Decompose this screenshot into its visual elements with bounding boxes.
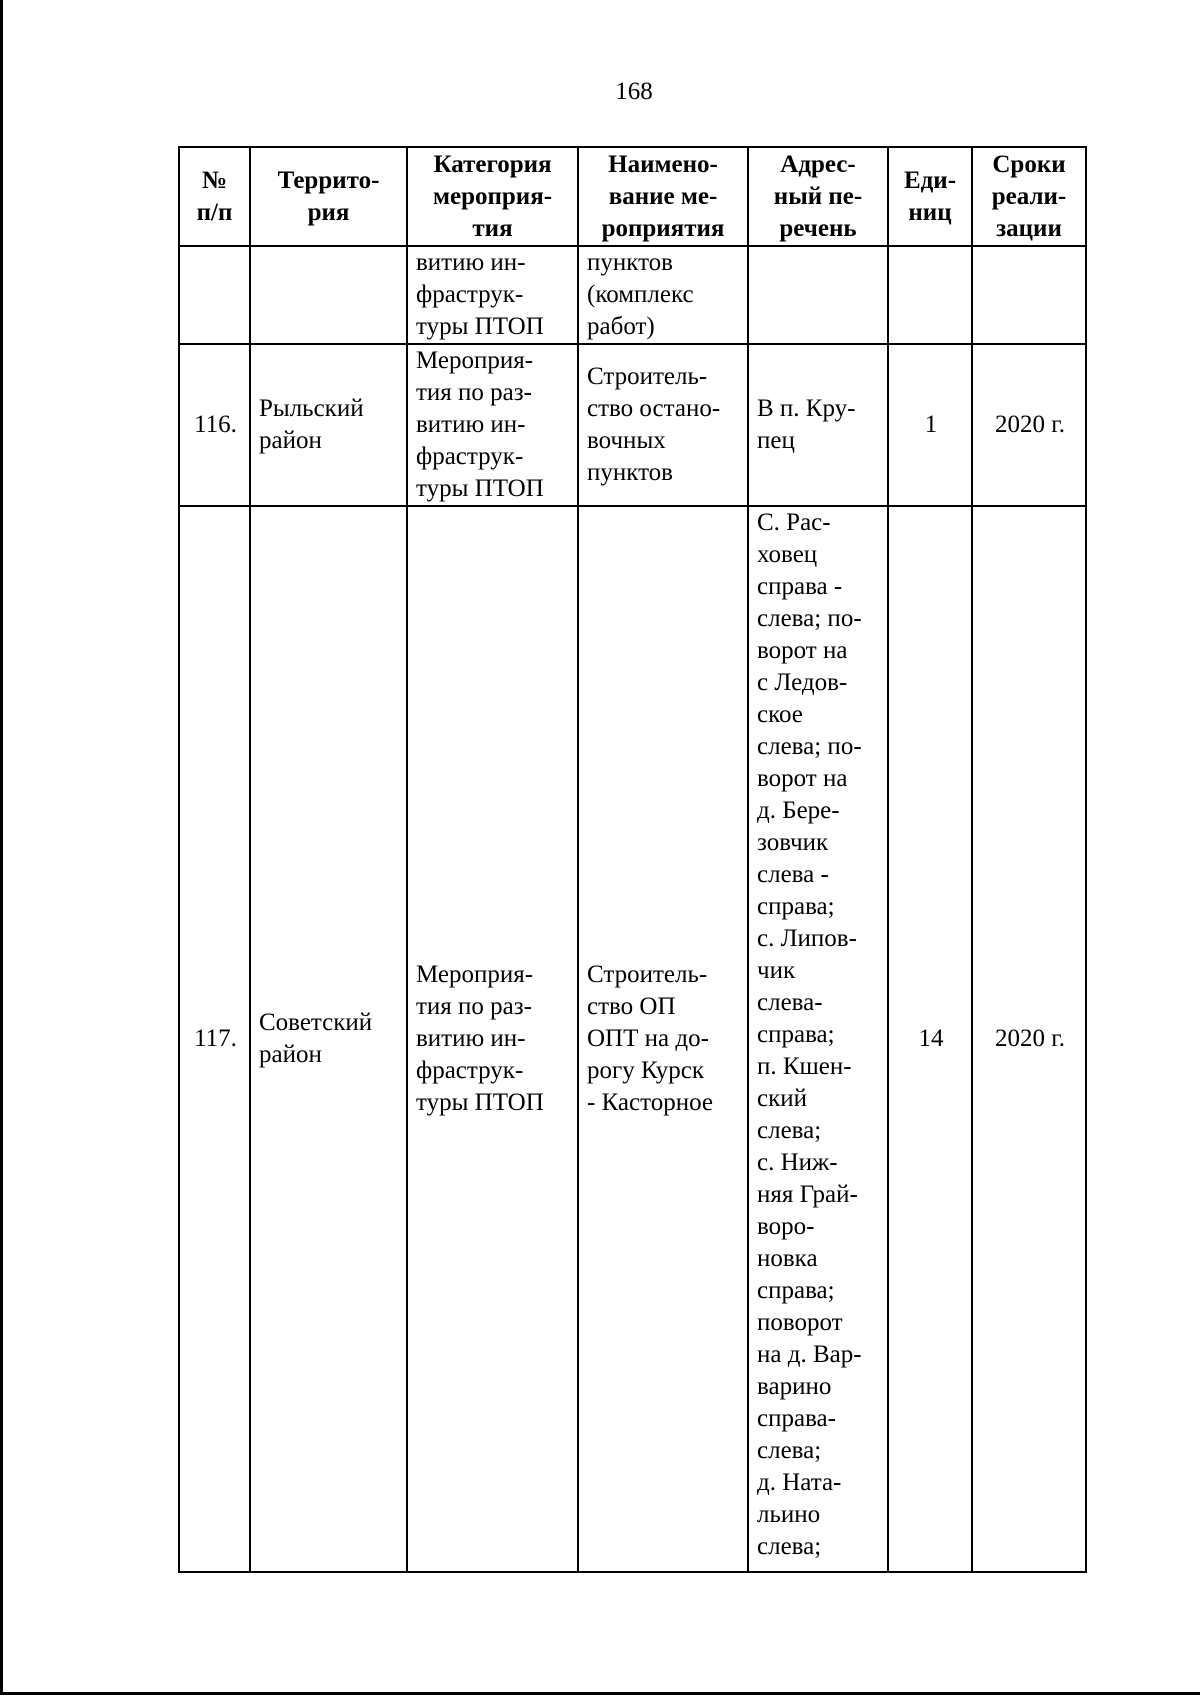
header-address: Адрес- ный пе- речень [748,147,888,246]
cell-name: Строитель- ство остано- вочных пунктов [578,344,748,506]
scan-edge-left [0,0,3,1695]
cell-number: 117. [179,506,250,1572]
cell-territory: Рыльский район [250,344,407,506]
cell-number: 116. [179,344,250,506]
table-row [179,246,1086,344]
table-header-row [179,147,1086,246]
activities-table [178,146,1087,1573]
cell-units: 1 [888,344,972,506]
cell-term: 2020 г. [972,506,1086,1572]
cell-category: Мероприя- тия по раз- витию ин- фраструк- туры ПТОП [407,506,578,1572]
header-name: Наимено- вание ме- роприятия [578,147,748,246]
cell-category: витию ин- фраструк- туры ПТОП [407,246,578,344]
cell-territory [250,246,407,344]
cell-term [972,246,1086,344]
cell-name: Строитель- ство ОП ОПТ на до- рогу Курск - Касторное [578,506,748,1572]
cell-name: пунктов (комплекс работ) [578,246,748,344]
table-row [179,344,1086,506]
cell-address: В п. Кру- пец [748,344,888,506]
cell-territory: Советский район [250,506,407,1572]
table-row [179,506,1086,1572]
cell-number [179,246,250,344]
header-number: № п/п [179,147,250,246]
cell-units [888,246,972,344]
cell-category: Мероприя- тия по раз- витию ин- фраструк- туры ПТОП [407,344,578,506]
header-units: Еди- ниц [888,147,972,246]
cell-address [748,246,888,344]
cell-term: 2020 г. [972,344,1086,506]
page-number: 168 [615,78,653,105]
header-territory: Террито- рия [250,147,407,246]
cell-address: С. Рас- ховец справа - слева; по- ворот на с Ледов- ское слева; по- ворот на д. Бере- зовчик слева - справа; с. Липов- чик слева- справа; п. Кшен- ский слева; с. Ниж- няя Грай- воро- новка справа; поворот на д. Вар- варино справа- слева; д. Ната- льино слева; [748,506,888,1572]
cell-units: 14 [888,506,972,1572]
header-category: Категория мероприя- тия [407,147,578,246]
header-term: Сроки реали- зации [972,147,1086,246]
